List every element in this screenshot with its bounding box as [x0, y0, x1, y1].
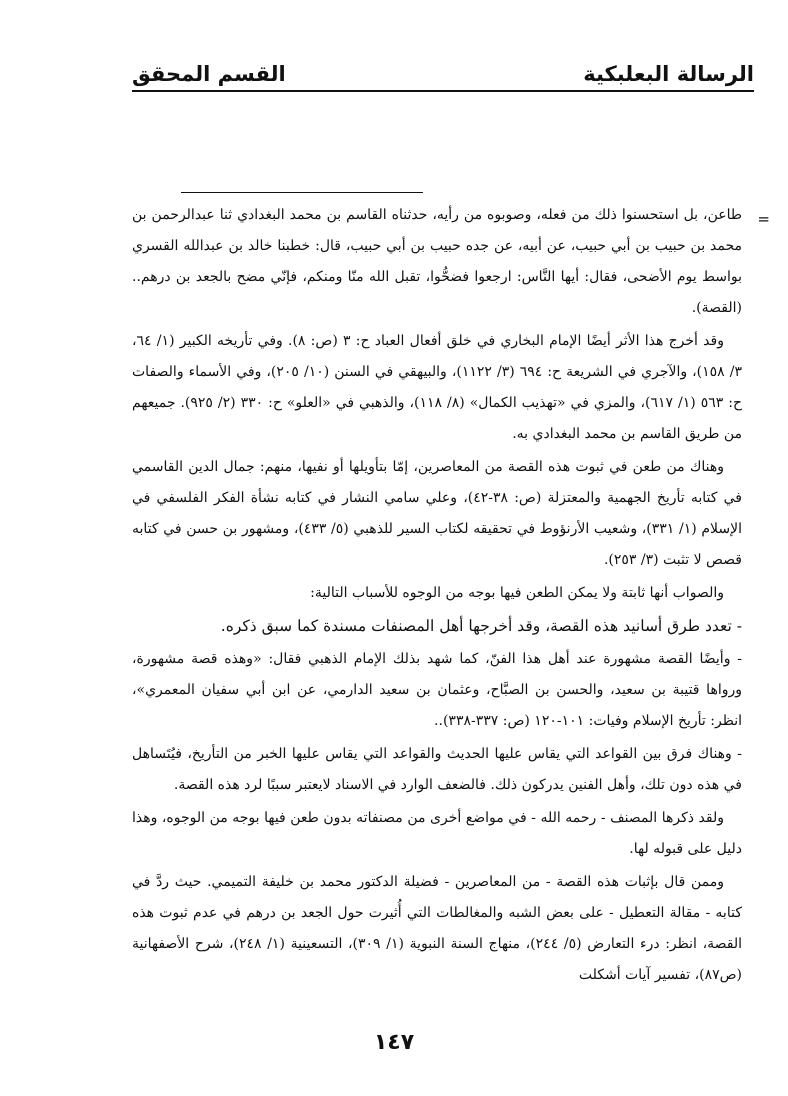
paragraph-2: وقد أخرج هذا الأثر أيضًا الإمام البخاري في خلق أفعال العباد ح: ٣ (ص: ٨). وفي تأريخه الكبير (١/ ٦٤، ٣/ ١٥٨)، والآجري في الشريعة ح: ٦٩٤ (٣/ ١١٢٢)، والبيهقي في السنن (١٠/ ٢٠٥)، وفي الأسماء والصفات ح: ٥٦٣ (١/ ٦١٧)، والمزي في «تهذيب الكمال» (٨/ ١١٨)، والذهبي في «العلو» ح: ٣٣٠ (٢/ ٩٢٥). جميعهم من طريق القاسم بن محمد البغدادي به.	[132, 333, 742, 442]
section-title: القسم المحقق	[132, 62, 286, 86]
paragraph-3: وهناك من طعن في ثبوت هذه القصة من المعاصرين، إمّا بتأويلها أو نفيها، منهم: جمال الدين القاسمي في كتابه تأريخ الجهمية والمعتزلة (ص: ٣٨-٤٢)، وعلي سامي النشار في كتابه نشأة الفكر الفلسفي في الإسلام (١/ ٣٣١)، وشعيب الأرنؤوط في تحقيقه لكتاب السير للذهبي (٥/ ٤٣٣)، ومشهور بن حسن في كتابه قصص لا تثبت (٣/ ٢٥٣).	[132, 459, 742, 568]
continuation-mark: =	[757, 210, 770, 228]
paragraph-6: وممن قال بإثبات هذه القصة - من المعاصرين - فضيلة الدكتور محمد بن خليفة التميمي. حيث ردَّ في كتابه - مقالة التعطيل - على بعض الشبه والمغالطات التي أُثيرت حول الجعد بن درهم في عدم ثبوت هذه القصة، انظر: درء التعارض (٥/ ٢٤٤)، منهاج السنة النبوية (١/ ٣٠٩)، التسعينية (١/ ٢٤٨)، شرح الأصفهانية (ص٨٧)، تفسير آيات أشكلت	[132, 874, 742, 983]
running-header	[132, 52, 754, 92]
reason-2: - وأيضًا القصة مشهورة عند أهل هذا الفنّ، كما شهد بذلك الإمام الذهبي فقال: «وهذه قصة مشهورة، ورواها قتيبة بن سعيد، والحسن بن الصبَّاح، وعثمان بن سعيد الدارمي، عن ابن أبي سفيان المعمري»، انظر: تأريخ الإسلام وفيات: ١٠١-١٢٠ (ص: ٣٣٧-٣٣٨)..	[132, 651, 742, 729]
book-title: الرسالة البعلبكية	[583, 62, 754, 86]
paragraph-1: طاعن، بل استحسنوا ذلك من فعله، وصوبوه من رأيه، حدثناه القاسم بن محمد البغدادي ثنا عبدالرحمن بن محمد بن حبيب بن أبي حبيب، عن أبيه، عن جده حبيب بن أبي حبيب، قال: خطبنا خالد بن عبدالله القسري بواسط يوم الأضحى، فقال: أيها النَّاس: ارجعوا فضحُّوا، تقبل الله منّا ومنكم، فإنّي مضح بالجعد بن درهم.. (القصة).	[132, 207, 742, 316]
paragraph-4: والصواب أنها ثابتة ولا يمكن الطعن فيها بوجه من الوجوه للأسباب التالية:	[310, 585, 724, 601]
paragraph-5: ولقد ذكرها المصنف - رحمه الله - في مواضع أخرى من مصنفاته بدون طعن فيها بوجه من الوجوه، وهذا دليل على قبوله لها.	[132, 810, 742, 857]
footnote-divider	[181, 192, 423, 193]
reason-1: - تعدد طرق أسانيد هذه القصة، وقد أخرجها أهل المصنفات مسندة كما سبق ذكره.	[220, 617, 742, 635]
reason-3: - وهناك فرق بين القواعد التي يقاس عليها الحديث والقواعد التي يقاس عليها الخبر من التأريخ، فيُتَساهل في هذه دون تلك، وأهل الفنين يدركون ذلك. فالضعف الوارد في الاسناد لايعتبر سببًا لرد هذه القصة.	[132, 746, 742, 793]
page-number: ١٤٧	[373, 1030, 415, 1055]
footnote-text	[132, 200, 742, 993]
